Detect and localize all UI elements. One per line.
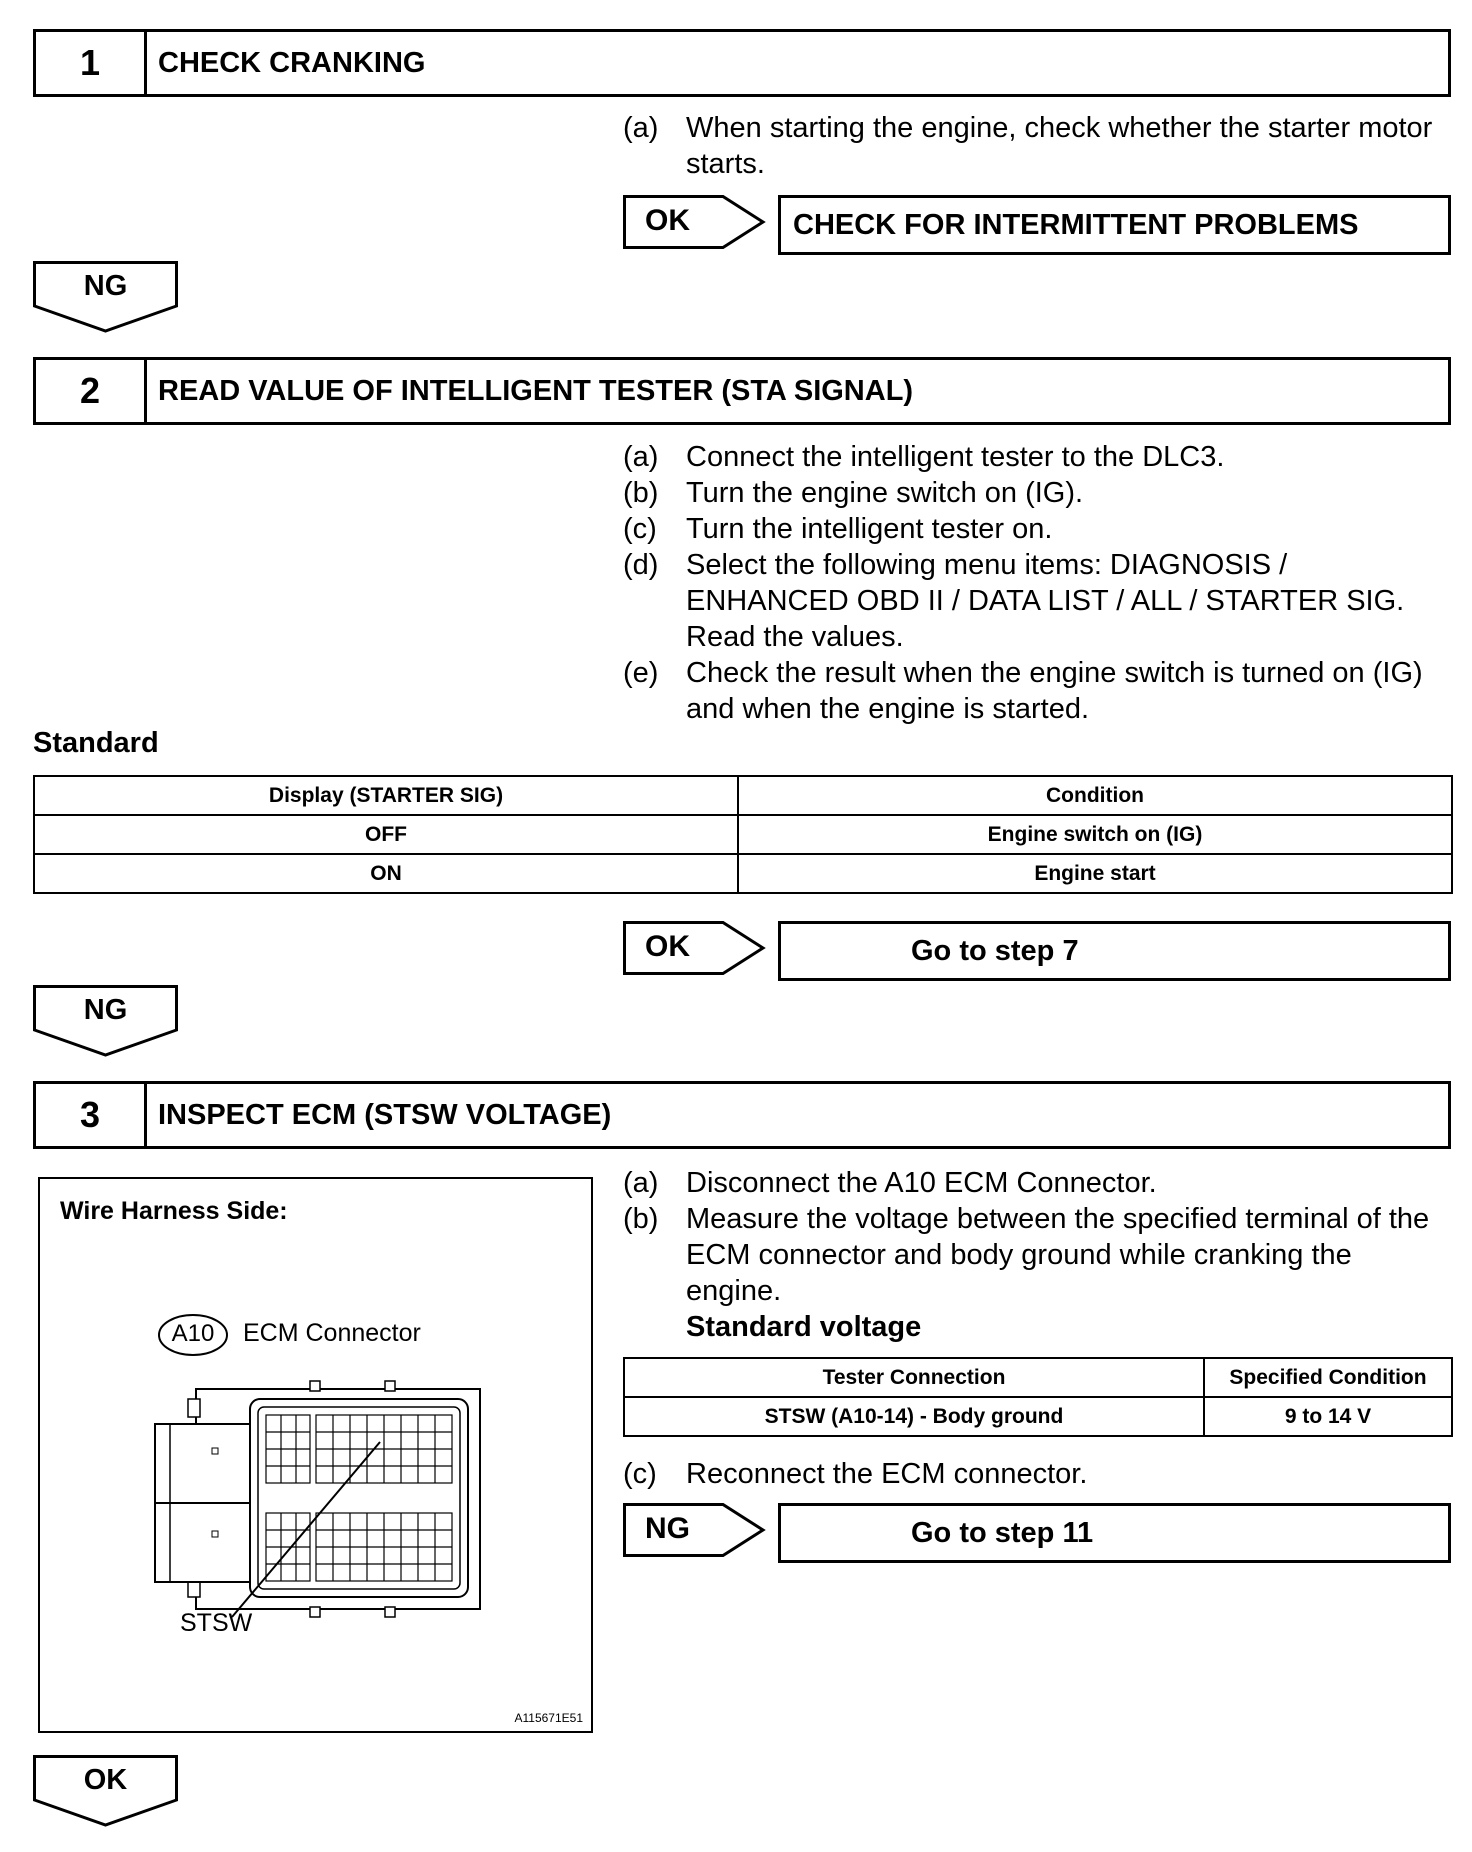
standard-voltage-label: Standard voltage: [686, 1311, 922, 1343]
step-number: 2: [36, 360, 147, 422]
table-row: [34, 854, 1452, 893]
figure-id: A115671E51: [514, 1711, 583, 1725]
wire-harness-label: Wire Harness Side:: [60, 1197, 288, 1225]
ok-arrow: OK: [623, 195, 768, 253]
ng-down-arrow: NG: [33, 261, 178, 333]
table-cell: Engine start: [738, 854, 1452, 893]
table-header-cell: Display (STARTER SIG): [34, 776, 738, 815]
ng-result: Go to step 11: [778, 1503, 1451, 1563]
instruction-item: (a) When starting the engine, check whether the starter motor starts.: [623, 112, 1433, 180]
terminal-label: STSW: [180, 1609, 253, 1637]
step-2-instructions: [623, 439, 1453, 727]
ecm-connector-icon: [40, 1179, 595, 1735]
instruction-item: (a) Disconnect the A10 ECM Connector.: [623, 1167, 1157, 1199]
table-cell: Engine switch on (IG): [738, 815, 1452, 854]
step-3-header: [33, 1081, 1451, 1149]
standard-voltage-row: [623, 1309, 1453, 1345]
ok-down-arrow: OK: [33, 1755, 178, 1827]
instruction-item: (e) Check the result when the engine switch is turned on (IG) and when the engine is started.: [623, 657, 1423, 725]
step-title: CHECK CRANKING: [158, 46, 426, 79]
step-1-header: [33, 29, 1451, 97]
table-cell: STSW (A10-14) - Body ground: [624, 1397, 1204, 1436]
standard-label: Standard: [33, 727, 159, 759]
voltage-table: [623, 1357, 1453, 1437]
ok-result: Go to step 7: [778, 921, 1451, 981]
table-cell: OFF: [34, 815, 738, 854]
step-3-instructions: [623, 1165, 1453, 1345]
step-number: 1: [36, 32, 147, 94]
table-header-row: [34, 776, 1452, 815]
ng-down-arrow: NG: [33, 985, 178, 1057]
step-2-header: [33, 357, 1451, 425]
connector-diagram: [38, 1177, 593, 1733]
table-header-row: [624, 1358, 1452, 1397]
table-header-cell: Tester Connection: [624, 1358, 1204, 1397]
table-header-cell: Condition: [738, 776, 1452, 815]
ng-arrow: NG: [623, 1503, 768, 1561]
instruction-item: (c) Turn the intelligent tester on.: [623, 513, 1053, 545]
instruction-item: (b) Measure the voltage between the specified terminal of the ECM connector and body ground while cranking the engine.: [623, 1203, 1430, 1307]
step-1-instructions: [623, 110, 1443, 182]
instruction-item: (a) Connect the intelligent tester to the DLC3.: [623, 441, 1225, 473]
step-title: INSPECT ECM (STSW VOLTAGE): [158, 1098, 612, 1131]
step-title: READ VALUE OF INTELLIGENT TESTER (STA SIGNAL): [158, 374, 914, 407]
table-header-cell: Specified Condition: [1204, 1358, 1452, 1397]
connector-code: A10: [171, 1320, 215, 1347]
ok-arrow: OK: [623, 921, 768, 979]
connector-name: ECM Connector: [243, 1319, 421, 1347]
table-cell: ON: [34, 854, 738, 893]
instruction-item: (c) Reconnect the ECM connector.: [623, 1458, 1088, 1490]
table-row: [624, 1397, 1452, 1436]
standard-table: [33, 775, 1453, 894]
instruction-item: (b) Turn the engine switch on (IG).: [623, 477, 1084, 509]
step-3-after: [623, 1456, 1453, 1492]
ok-result: CHECK FOR INTERMITTENT PROBLEMS: [778, 195, 1451, 255]
step-number: 3: [36, 1084, 147, 1146]
table-cell: 9 to 14 V: [1204, 1397, 1452, 1436]
instruction-item: (d) Select the following menu items: DIAGNOSIS / ENHANCED OBD II / DATA LIST / ALL / STARTER SIG. Read the values.: [623, 549, 1405, 653]
table-row: [34, 815, 1452, 854]
